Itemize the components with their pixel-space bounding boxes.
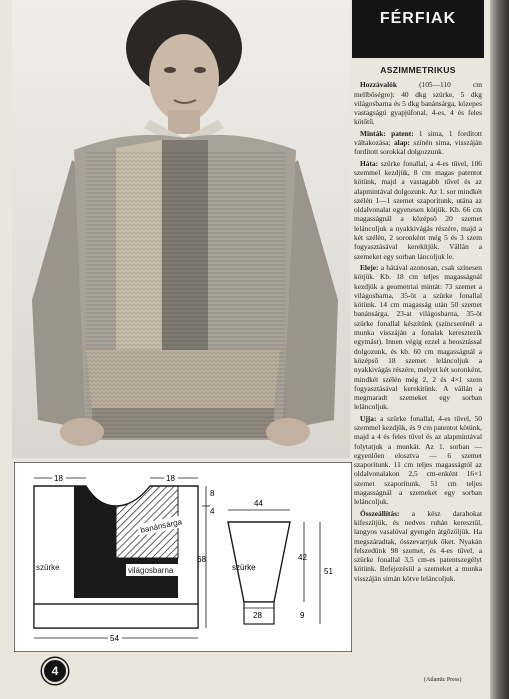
label-szurke-front: szürke [36, 563, 60, 572]
article-text-column [354, 66, 482, 585]
paragraph-heading: Háta: [360, 158, 379, 168]
label-bananssarga: banánsárga [139, 517, 183, 535]
article-paragraphs [354, 80, 482, 583]
article-title: ASZIMMETRIKUS [380, 65, 456, 75]
dim-shoulder-right: 18 [166, 474, 175, 483]
dim-sleeve-height: 51 [324, 567, 333, 576]
dim-body-height: 68 [197, 555, 206, 564]
dim-sleeve-top: 44 [254, 499, 263, 508]
article-paragraph: Eleje: a hátával azonosan, csak színesen kötjük. Kb. 18 cm teljes magasságnál kezdjük a geometriai mintát: 73 szemet a világosbarna, 35-öt a szürke fonallal kötünk. 14 cm magasság után 50 szemet banánsárga, 23-at világosbarna, 35-öt szürke fonallal készítünk (színcserénél a munka visszáján a fonalak keresztezik egymást). Innen végig ezzel a beosztással dolgozunk, és kb. 60 cm magasságnál a középső 18 szemet leláncoljuk a nyakkivágás részére, melyet két soronként, mindkét szélén még 2, 2 és 4×1 szem fogyasztásával kerekítünk. A vállán a megmaradt szemeket egy sorban leláncoljuk. [354, 262, 482, 412]
article-paragraph: Minták: patent: 1 sima, 1 fordított váltakozása; alap: színén sima, visszáján fordított sorokkal dolgozzunk. [354, 128, 483, 157]
paragraph-heading: Hozzávalók [360, 80, 397, 90]
paragraph-heading: alap: [393, 138, 410, 148]
article-paragraph: Összeállítás: a kész darabokat kifeszítjük, és nedves ruhán keresztül, langyos vasalóval gyengén átgőzöljük. Ha megszáradtak, összevarrjuk őket. Nyakán felszedünk 98 szemet, és 4-es tűvel, a szürke fonallal 3,5 cm-es patentszegélyt kötünk. Befejezésül a szemeket a munka visszáján simán kötve leláncoljuk. [354, 508, 482, 583]
paragraph-heading: Eleje: [360, 262, 379, 272]
section-banner [352, 0, 484, 58]
dim-armhole: 4 [210, 507, 215, 516]
article-paragraph: Ujja: a szürke fonallal, 4-es tűvel, 50 szemmel kezdjük, és 9 cm patentot kötünk, majd a 4 és feles tűvel és az alapmintával folytatjuk a munkát. Az 1. sorban — egyenlően elosztva — 6 szemet szaporítunk. 11 cm teljes magasságtól az oldalvonalakon 2,5 cm-enként 16×1 szemet szaporítunk. 51 cm teljes magasságnál a szemeket egy sorban leláncoljuk. [354, 413, 482, 507]
paragraph-heading: Minták: patent: [360, 128, 414, 138]
article-paragraph: Hozzávalók (105—110 cm mellbőségre): 40 dkg szürke, 5 dkg világosbarna és 5 dkg banánsárga, közepes vastagságú gyapjúfonal, 4-es, 4 és feles kötőtű. [354, 80, 482, 127]
label-vilagosbarna: világosbarna [128, 566, 174, 575]
paragraph-heading: Ujja: [360, 413, 377, 423]
paragraph-heading: Összeállítás: [360, 508, 400, 518]
dim-sleeve-seam: 42 [298, 553, 307, 562]
section-title: FÉRFIAK [379, 10, 457, 27]
label-szurke-sleeve: szürke [232, 563, 256, 572]
dim-body-width: 54 [110, 634, 119, 643]
article-paragraph: Háta: szürke fonallal, a 4-es tűvel, 106 szemmel kezdjük, 8 cm magas patentot kötünk, majd a vastagabb tűvel és az alapmintával dolgozunk. Az 1. sor mindkét szélén 1—1 szemet szaporítunk, utána az oldalvonalat egyenesen kötjük. Kb. 66 cm magasságnál a középső 20 szemet leláncoljuk a nyakkivágás részére, majd a két szélén, 2 soronként még 5 és 3 szem fogyasztásával kerekítjük. Vállán a szemeket egy sorban láncoljuk le. [354, 158, 482, 261]
dim-sleeve-cuff: 9 [300, 611, 305, 620]
dim-sleeve-bottom: 28 [253, 611, 262, 620]
knitting-schematic [14, 462, 352, 652]
dim-shoulder-left: 18 [54, 474, 63, 483]
model-photo [12, 0, 350, 458]
front-piece [34, 486, 198, 628]
photo-credit: (Atlantic Press) [424, 677, 462, 683]
dim-neck-depth: 8 [210, 489, 215, 498]
page-spine [490, 0, 509, 699]
page-number-badge: 4 [42, 658, 68, 684]
sweater-photo-illustration [12, 0, 350, 458]
